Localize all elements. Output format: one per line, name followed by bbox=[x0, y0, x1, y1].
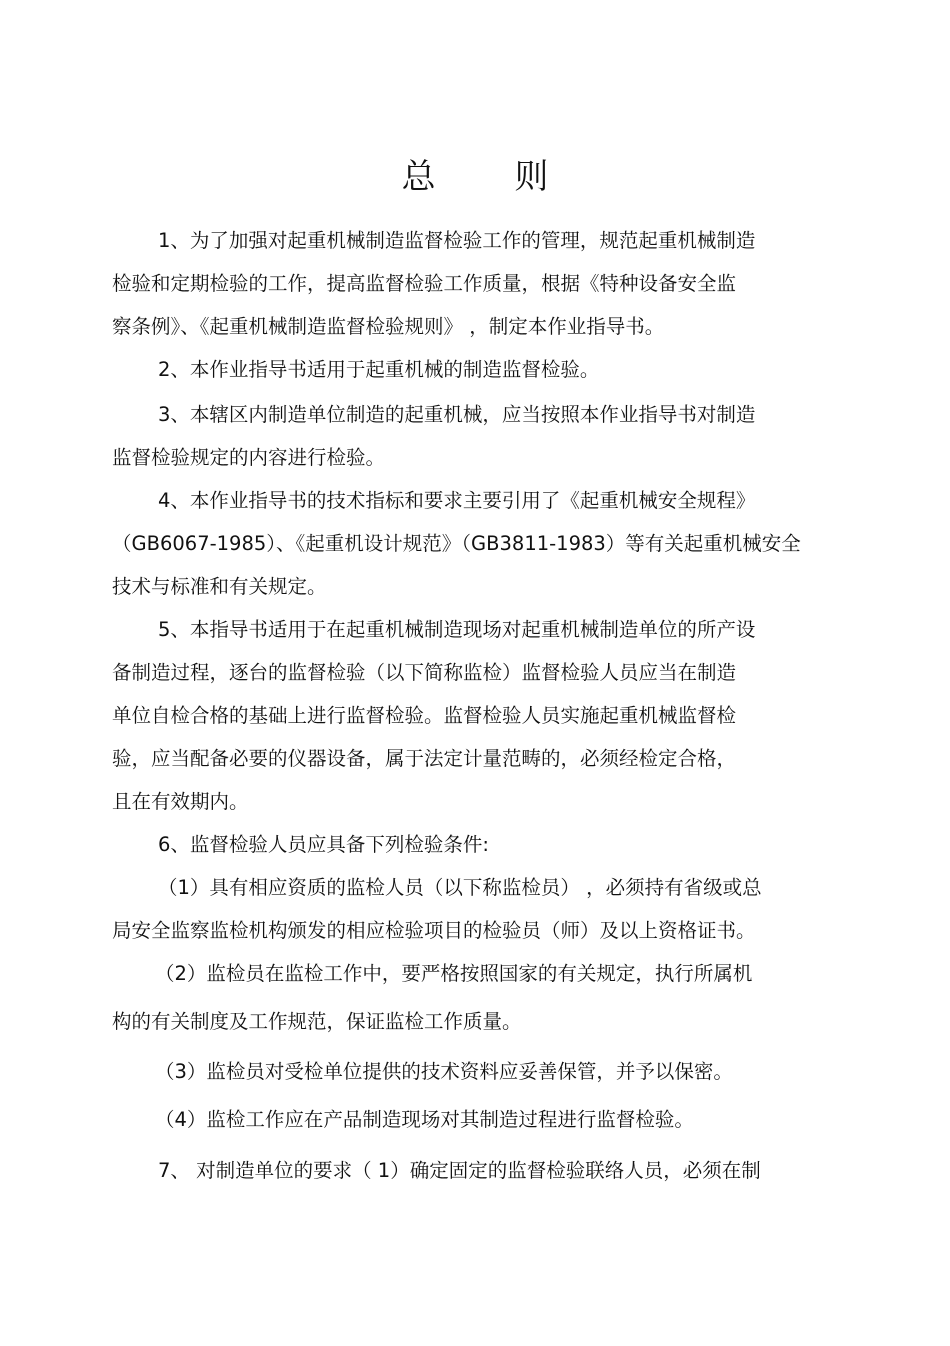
paragraph-line: 检验和定期检验的工作，提高监督检验工作质量，根据《特种设备安全监 bbox=[112, 272, 737, 295]
paragraph-line: 3、本辖区内制造单位制造的起重机械，应当按照本作业指导书对制造 bbox=[158, 403, 756, 426]
paragraph-line: （1）具有相应资质的监检人员（以下称监检员） ，必须持有省级或总 bbox=[158, 876, 762, 899]
page-title: 总 则 bbox=[401, 157, 583, 197]
paragraph-line: 4、本作业指导书的技术指标和要求主要引用了《起重机械安全规程》 bbox=[158, 489, 756, 512]
paragraph-line: 5、本指导书适用于在起重机械制造现场对起重机械制造单位的所产设 bbox=[158, 618, 756, 641]
paragraph-line: 2、本作业指导书适用于起重机械的制造监督检验。 bbox=[158, 358, 600, 381]
paragraph-line: 察条例》、《起重机械制造监督检验规则》 ，制定本作业指导书。 bbox=[112, 315, 665, 338]
paragraph-line: 技术与标准和有关规定。 bbox=[112, 575, 327, 598]
paragraph-line: 构的有关制度及工作规范，保证监检工作质量。 bbox=[112, 1010, 522, 1033]
paragraph-line: 局安全监察监检机构颁发的相应检验项目的检验员（师）及以上资格证书。 bbox=[112, 919, 756, 942]
paragraph-line: 7、 对制造单位的要求（ 1）确定固定的监督检验联络人员，必须在制 bbox=[158, 1159, 761, 1182]
paragraph-line: （2）监检员在监检工作中，要严格按照国家的有关规定，执行所属机 bbox=[155, 962, 753, 985]
paragraph-line: 6、监督检验人员应具备下列检验条件: bbox=[158, 833, 489, 856]
paragraph-line: 且在有效期内。 bbox=[112, 790, 249, 813]
paragraph-line: 验，应当配备必要的仪器设备，属于法定计量范畴的，必须经检定合格， bbox=[112, 747, 737, 770]
paragraph-line: 监督检验规定的内容进行检验。 bbox=[112, 446, 386, 469]
paragraph-line: （3）监检员对受检单位提供的技术资料应妥善保管，并予以保密。 bbox=[155, 1060, 733, 1083]
paragraph-line: 1、为了加强对起重机械制造监督检验工作的管理，规范起重机械制造 bbox=[158, 229, 756, 252]
paragraph-line: （4）监检工作应在产品制造现场对其制造过程进行监督检验。 bbox=[155, 1108, 694, 1131]
paragraph-line: （GB6067-1985）、《起重机设计规范》（GB3811-1983）等有关起重机械安全 bbox=[112, 532, 801, 555]
paragraph-line: 备制造过程，逐台的监督检验（以下简称监检）监督检验人员应当在制造 bbox=[112, 661, 737, 684]
paragraph-line: 单位自检合格的基础上进行监督检验。监督检验人员实施起重机械监督检 bbox=[112, 704, 737, 727]
